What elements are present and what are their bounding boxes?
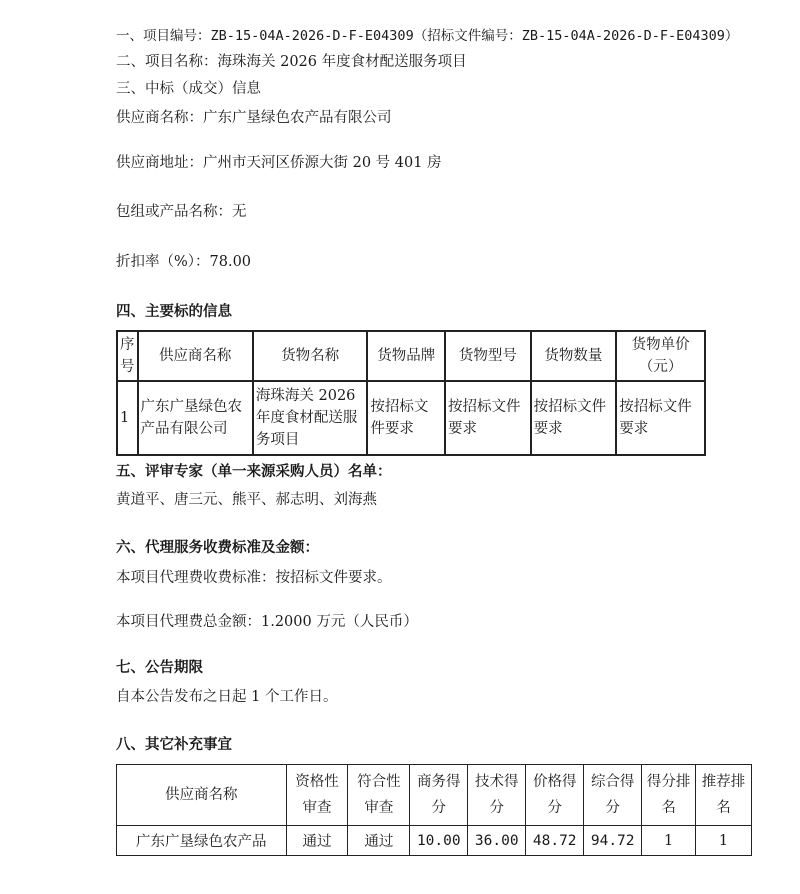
table-row bbox=[117, 381, 705, 455]
section8-title: 八、其它补充事宜 bbox=[116, 736, 232, 753]
header-cell: 序号 bbox=[117, 331, 138, 381]
agency-fee-standard: 本项目代理费收费标准：按招标文件要求。 bbox=[116, 570, 392, 586]
header-cell: 价格得分 bbox=[526, 765, 584, 826]
project-name-line: 二、项目名称：海珠海关 2026 年度食材配送服务项目 bbox=[116, 54, 467, 70]
header-cell: 技术得分 bbox=[468, 765, 526, 826]
table-cell: 1 bbox=[117, 381, 138, 455]
table-cell: 94.72 bbox=[584, 826, 642, 856]
section4-title: 四、主要标的信息 bbox=[116, 303, 232, 320]
table-cell: 1 bbox=[696, 826, 752, 856]
header-cell: 资格性审查 bbox=[286, 765, 348, 826]
header-cell: 货物数量 bbox=[531, 331, 617, 381]
section6-title: 六、代理服务收费标准及金额： bbox=[116, 539, 319, 556]
experts-line: 黄道平、唐三元、熊平、郝志明、刘海燕 bbox=[116, 492, 377, 508]
header-cell: 综合得分 bbox=[584, 765, 642, 826]
table-header-row bbox=[117, 331, 705, 381]
table-cell: 48.72 bbox=[526, 826, 584, 856]
table-cell: 按招标文件要求 bbox=[367, 381, 445, 455]
header-cell: 货物名称 bbox=[253, 331, 368, 381]
table-cell: 通过 bbox=[286, 826, 348, 856]
supplier-name-line: 供应商名称：广东广垦绿色农产品有限公司 bbox=[116, 110, 392, 126]
section3-title: 三、中标（成交）信息 bbox=[116, 81, 261, 97]
agency-fee-total: 本项目代理费总金额：1.2000 万元（人民币） bbox=[116, 614, 418, 630]
header-cell: 货物型号 bbox=[445, 331, 531, 381]
table-row bbox=[117, 826, 752, 856]
table-cell: 广东广垦绿色农产品 bbox=[117, 826, 287, 856]
header-cell: 供应商名称 bbox=[138, 331, 253, 381]
evaluation-table bbox=[116, 764, 752, 856]
table-cell: 通过 bbox=[348, 826, 410, 856]
notice-period-line: 自本公告发布之日起 1 个工作日。 bbox=[116, 689, 338, 705]
header-cell: 得分排名 bbox=[642, 765, 696, 826]
table-cell: 广东广垦绿色农产品有限公司 bbox=[138, 381, 253, 455]
main-items-table bbox=[116, 330, 706, 456]
header-cell: 供应商名称 bbox=[117, 765, 287, 826]
table-cell: 海珠海关 2026 年度食材配送服务项目 bbox=[253, 381, 368, 455]
package-line: 包组或产品名称：无 bbox=[116, 204, 247, 220]
header-cell: 推荐排名 bbox=[696, 765, 752, 826]
header-cell: 货物单价（元） bbox=[616, 331, 705, 381]
table-cell: 按招标文件要求 bbox=[445, 381, 531, 455]
table-cell: 36.00 bbox=[468, 826, 526, 856]
header-cell: 商务得分 bbox=[410, 765, 468, 826]
section5-title: 五、评审专家（单一来源采购人员）名单： bbox=[116, 463, 392, 480]
project-number-line: 一、项目编号：ZB-15-04A-2026-D-F-E04309（招标文件编号：ZB-15-04A-2026-D-F-E04309） bbox=[116, 28, 739, 44]
section7-title: 七、公告期限 bbox=[116, 659, 203, 676]
supplier-address-line: 供应商地址：广州市天河区侨源大街 20 号 401 房 bbox=[116, 155, 442, 171]
table-cell: 按招标文件要求 bbox=[616, 381, 705, 455]
discount-line: 折扣率（%）：78.00 bbox=[116, 254, 252, 270]
table-header-row bbox=[117, 765, 752, 826]
header-cell: 货物品牌 bbox=[367, 331, 445, 381]
header-cell: 符合性审查 bbox=[348, 765, 410, 826]
table-cell: 1 bbox=[642, 826, 696, 856]
table-cell: 按招标文件要求 bbox=[531, 381, 617, 455]
table-cell: 10.00 bbox=[410, 826, 468, 856]
